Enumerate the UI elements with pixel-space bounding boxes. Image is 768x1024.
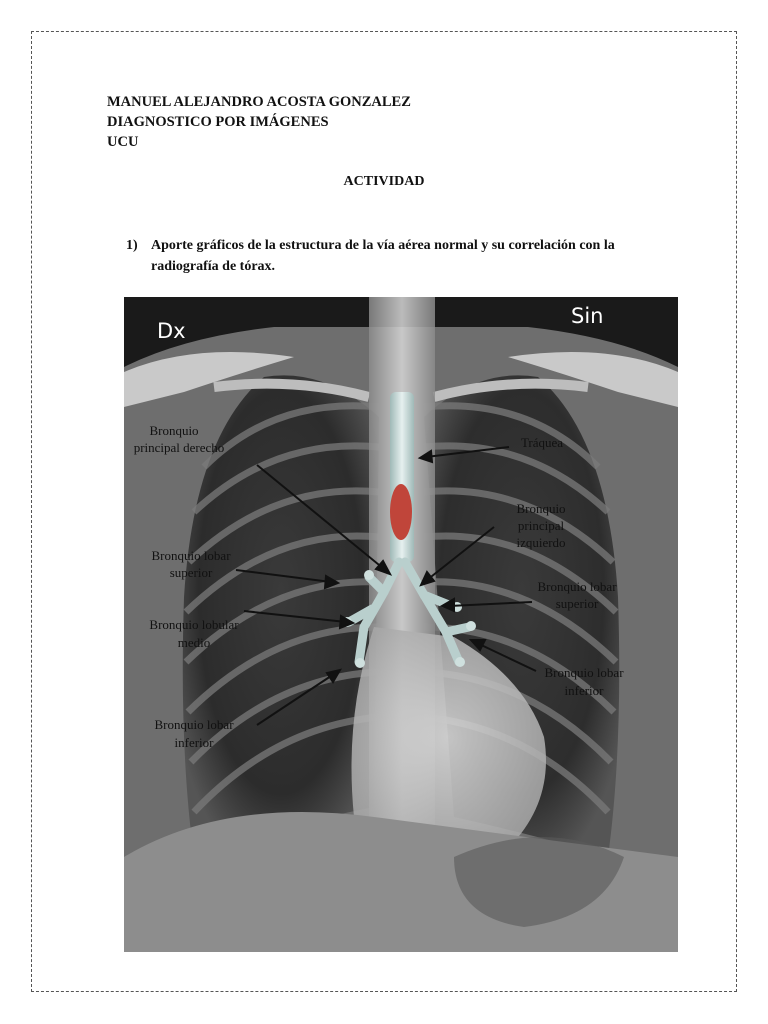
- label-main-bronchus-left-3: izquierdo: [516, 535, 566, 550]
- course-name: DIAGNOSTICO POR IMÁGENES: [107, 114, 329, 130]
- activity-title: ACTIVIDAD: [343, 174, 425, 189]
- chest-xray-figure: [124, 297, 678, 952]
- label-upper-lobar-left-2: superior: [555, 596, 599, 611]
- label-lower-lobar-right-2: inferior: [174, 735, 214, 750]
- chest-xray-image: [124, 297, 678, 952]
- label-upper-lobar-left-1: Bronquio lobar: [537, 579, 617, 594]
- author-name: MANUEL ALEJANDRO ACOSTA GONZALEZ: [107, 94, 411, 110]
- label-main-bronchus-right-1: Bronquio: [149, 423, 199, 438]
- label-main-bronchus-left-2: principal: [517, 518, 565, 533]
- left-side-marker: Sin: [571, 304, 604, 328]
- question-number: 1): [126, 238, 138, 253]
- document-header: [107, 92, 411, 152]
- label-upper-lobar-right-1: Bronquio lobar: [151, 548, 231, 563]
- question-text: Aporte gráficos de la estructura de la vía aérea normal y su correlación con la radiografía de tórax.: [151, 238, 615, 274]
- esophagus-highlight: [390, 484, 412, 540]
- label-middle-lobular-right-1: Bronquio lobular: [149, 617, 239, 632]
- label-main-bronchus-right-2: principal derecho: [133, 440, 225, 455]
- label-main-bronchus-left-1: Bronquio: [516, 501, 566, 516]
- question-1: [126, 235, 676, 277]
- label-lower-lobar-right-1: Bronquio lobar: [154, 717, 234, 732]
- right-side-marker: Dx: [157, 319, 186, 343]
- label-middle-lobular-right-2: medio: [177, 635, 211, 650]
- institution-name: UCU: [107, 134, 139, 150]
- label-trachea: Tráquea: [520, 435, 564, 450]
- label-lower-lobar-left-1: Bronquio lobar: [544, 665, 624, 680]
- label-upper-lobar-right-2: superior: [169, 565, 213, 580]
- label-lower-lobar-left-2: inferior: [564, 683, 604, 698]
